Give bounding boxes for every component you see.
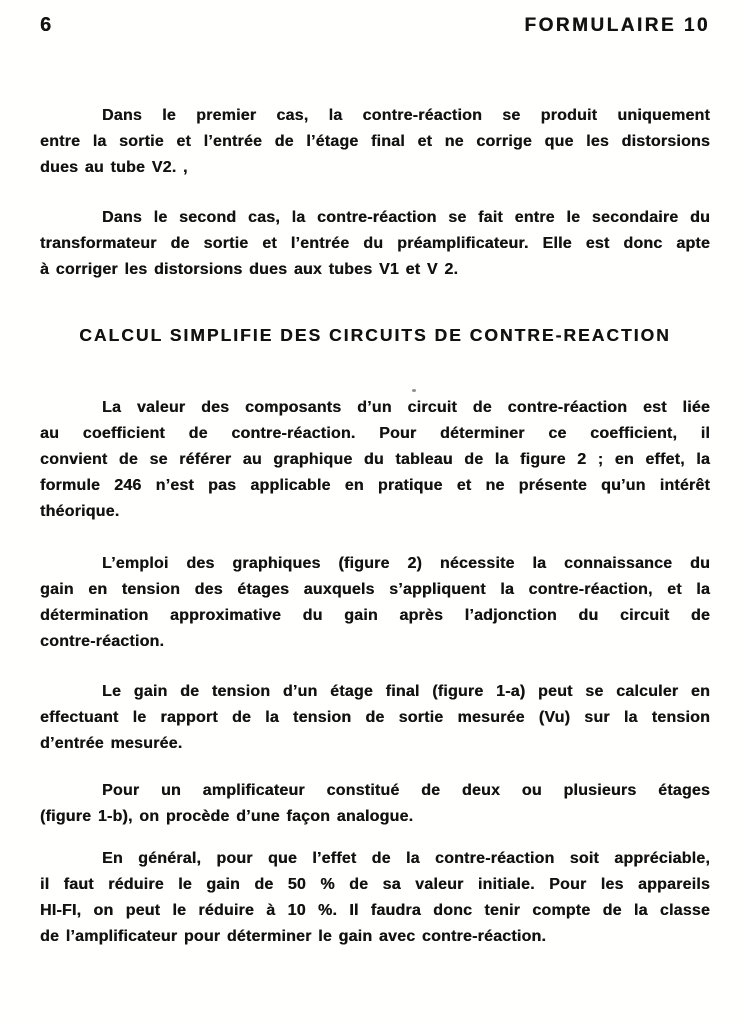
- text-line: Dans le premier cas, la contre-réaction se produit uniquement: [102, 107, 710, 124]
- paragraph-amplificateur-multi-etages: [40, 778, 710, 830]
- text-line: dues au tube V2. ,: [40, 159, 188, 176]
- paragraph-reduction-gain: [40, 846, 710, 950]
- page-number: 6: [40, 14, 52, 36]
- text-line: Dans le second cas, la contre-réaction se fait entre le secondaire du: [102, 209, 710, 226]
- paragraph-second-cas: [40, 205, 710, 283]
- text-line: théorique.: [40, 503, 120, 520]
- text-line: L’emploi des graphiques (figure 2) nécessite la connaissance du: [102, 555, 710, 572]
- text-line: Pour un amplificateur constitué de deux ou plusieurs étages: [102, 782, 710, 799]
- text-line: au coefficient de contre-réaction. Pour déterminer ce coefficient, il: [40, 425, 710, 442]
- text-line: contre-réaction.: [40, 633, 165, 650]
- text-line: entre la sortie et l’entrée de l’étage final et ne corrige que les distorsions: [40, 133, 710, 150]
- text-line: gain en tension des étages auxquels s’appliquent la contre-réaction, et la: [40, 581, 710, 598]
- paragraph-premier-cas: [40, 103, 710, 181]
- text-line: HI-FI, on peut le réduire à 10 %. Il faudra donc tenir compte de la classe: [40, 902, 710, 919]
- running-title: FORMULAIRE 10: [524, 15, 710, 36]
- text-line: transformateur de sortie et l’entrée du préamplificateur. Elle est donc apte: [40, 235, 710, 252]
- text-line: détermination approximative du gain après l’adjonction du circuit de: [40, 607, 710, 624]
- scan-artifact-dot: [412, 389, 416, 392]
- paragraph-valeur-composants: [40, 395, 710, 525]
- text-line: convient de se référer au graphique du tableau de la figure 2 ; en effet, la: [40, 451, 710, 468]
- section-heading: CALCUL SIMPLIFIE DES CIRCUITS DE CONTRE-REACTION: [79, 325, 671, 345]
- paragraph-emploi-graphiques: [40, 551, 710, 655]
- text-line: il faut réduire le gain de 50 % de sa valeur initiale. Pour les appareils: [40, 876, 710, 893]
- text-line: formule 246 n’est pas applicable en pratique et ne présente qu’un intérêt: [40, 477, 710, 494]
- text-line: En général, pour que l’effet de la contre-réaction soit appréciable,: [102, 850, 710, 867]
- text-line: Le gain de tension d’un étage final (figure 1-a) peut se calculer en: [102, 683, 710, 700]
- text-line: (figure 1-b), on procède d’une façon analogue.: [40, 808, 414, 825]
- text-line: effectuant le rapport de la tension de sortie mesurée (Vu) sur la tension: [40, 709, 710, 726]
- text-line: La valeur des composants d’un circuit de contre-réaction est liée: [102, 399, 710, 416]
- text-line: de l’amplificateur pour déterminer le gain avec contre-réaction.: [40, 928, 547, 945]
- text-line: d’entrée mesurée.: [40, 735, 183, 752]
- running-header: [40, 14, 710, 37]
- paragraph-gain-tension-etage: [40, 679, 710, 757]
- text-line: à corriger les distorsions dues aux tubes V1 et V 2.: [40, 261, 459, 278]
